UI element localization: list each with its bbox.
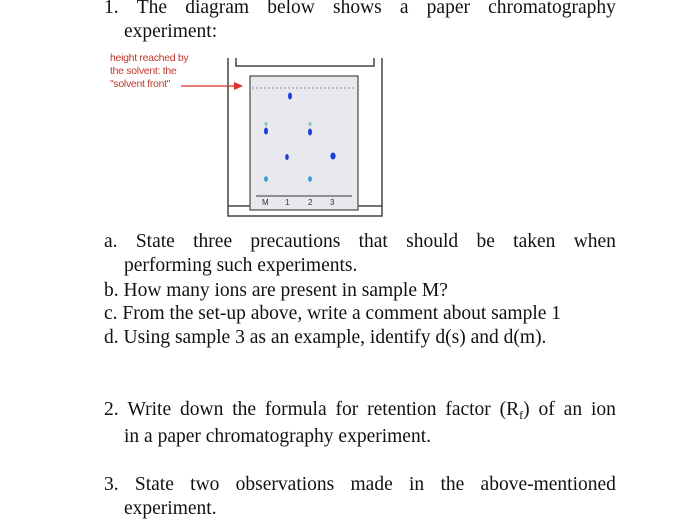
annotation-line: height reached by: [110, 52, 189, 64]
spot: [330, 153, 335, 160]
arrow-head: [234, 82, 243, 90]
q2-word: the: [232, 399, 257, 420]
q1a-word: taken: [513, 231, 556, 252]
sample-label-2: 2: [308, 198, 313, 207]
q1a-word: precautions: [250, 231, 341, 252]
q1-word: shows: [333, 0, 382, 18]
sample-label-m: M: [262, 198, 269, 207]
q2-word: formula: [264, 399, 327, 420]
q3-word: in: [409, 474, 425, 495]
q1c: c. From the set-up above, write a comment about sample 1: [104, 303, 562, 324]
q2-word: 2.: [104, 399, 119, 420]
lid-rim: [236, 58, 374, 66]
spot: [285, 154, 289, 160]
q1-word: a: [399, 0, 409, 18]
q1a-word: be: [476, 231, 495, 252]
annotation-line: "solvent front": [110, 78, 171, 90]
q2-word: an: [563, 399, 583, 420]
q1a-word: three: [193, 231, 233, 252]
q1a-word: should: [406, 231, 459, 252]
q3-word: observations: [235, 474, 335, 495]
spot: [264, 122, 267, 126]
q1b: b. How many ions are present in sample M?: [104, 280, 448, 301]
q2-word: Write: [127, 399, 172, 420]
q1a-word: when: [573, 231, 616, 252]
q1a-word: State: [135, 231, 175, 252]
q1-word: chromatography: [488, 0, 616, 18]
q3-line-2: experiment.: [124, 498, 217, 519]
spot: [308, 176, 312, 182]
q3-word: 3.: [104, 474, 119, 495]
spot: [308, 122, 311, 126]
q2-word: of: [538, 399, 555, 420]
q1-word: paper: [426, 0, 470, 18]
q1-word: The: [136, 0, 168, 18]
q1a-word: a.: [104, 231, 118, 252]
spot: [264, 176, 268, 182]
q2-line-1: [104, 398, 616, 427]
q1d: d. Using sample 3 as an example, identify d(s) and d(m).: [104, 327, 547, 348]
q3-word: made: [350, 474, 393, 495]
annotation-line: the solvent: the: [110, 65, 177, 77]
rf-symbol: [500, 398, 530, 427]
sample-label-1: 1: [285, 198, 290, 207]
q1-word: diagram: [185, 0, 250, 18]
q2-word: ion: [590, 399, 616, 420]
chromatography-paper: [250, 76, 358, 210]
q3-word: the: [440, 474, 465, 495]
q2-word: down: [179, 399, 224, 420]
q3-word: above-mentioned: [480, 474, 616, 495]
q1-number: 1.: [104, 0, 119, 18]
spot: [308, 129, 312, 136]
q2-word: retention: [367, 399, 437, 420]
q2-line-2: in a paper chromatography experiment.: [124, 426, 432, 447]
q3-line-1: [104, 473, 616, 497]
rf-subscript: f: [519, 408, 524, 422]
rf-close: ): [523, 399, 530, 420]
q1a-line-1: [104, 230, 616, 254]
q1-word: below: [267, 0, 315, 18]
q1a-word: that: [358, 231, 388, 252]
spot: [288, 93, 292, 100]
spot: [264, 128, 268, 135]
rf-main: (R: [499, 399, 520, 420]
q2-word: for: [335, 399, 359, 420]
q3-word: State: [134, 474, 174, 495]
q1-line-2: experiment:: [124, 21, 218, 42]
q3-word: two: [190, 474, 220, 495]
q2-word: factor: [445, 399, 491, 420]
sample-label-3: 3: [330, 198, 335, 207]
q1a-line-2: performing such experiments.: [124, 255, 358, 276]
